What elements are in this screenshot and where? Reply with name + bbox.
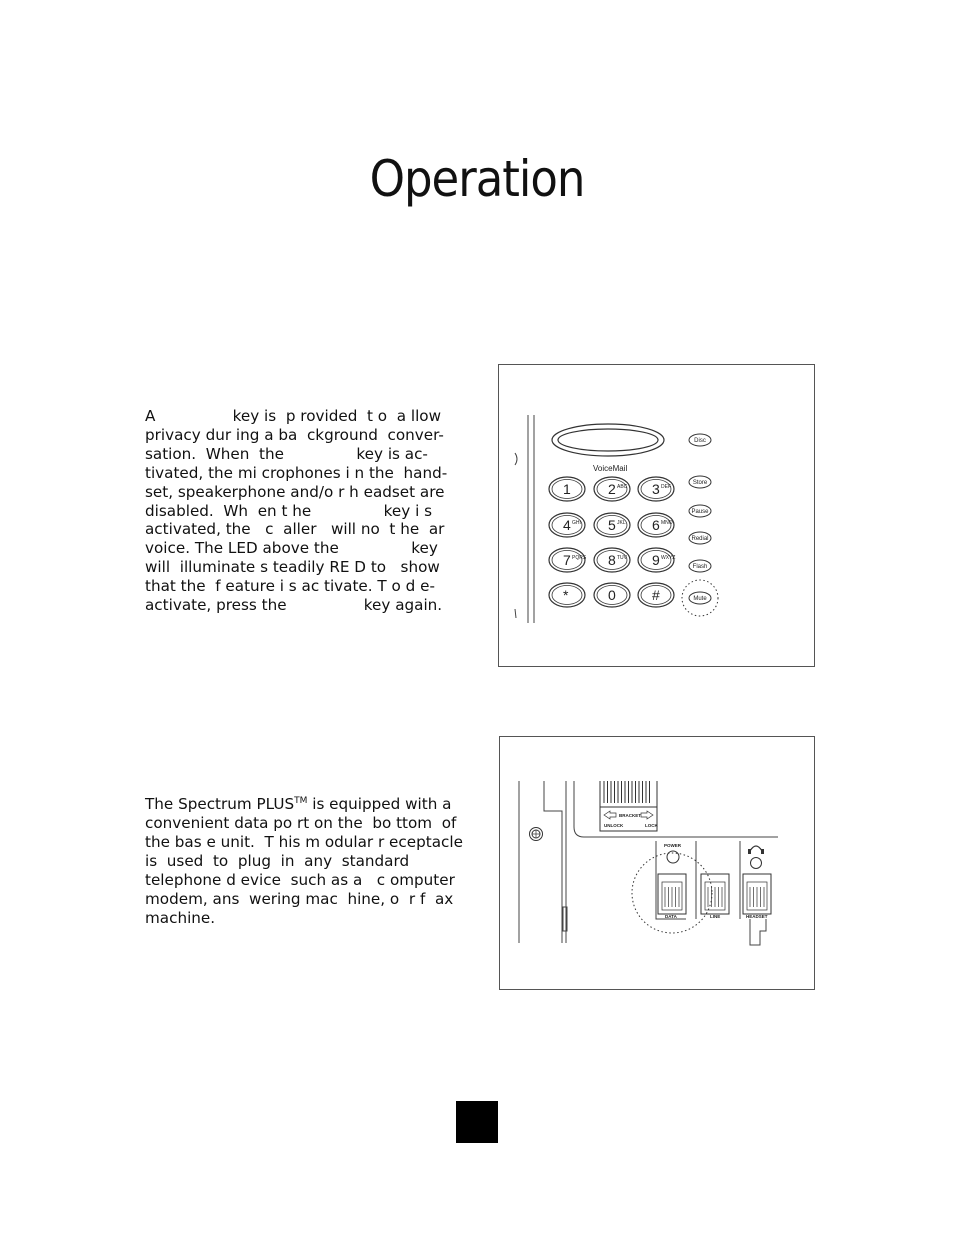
key-digit: 2 <box>608 481 616 497</box>
unlock-arrow-icon <box>604 811 616 819</box>
key-letters: JKL <box>617 520 626 526</box>
key-digit: 0 <box>608 587 616 603</box>
key-digit: 7 <box>563 552 571 568</box>
key-letters: WXYZ <box>661 555 676 561</box>
function-key-store[interactable] <box>689 476 711 488</box>
key-digit: 9 <box>652 552 660 568</box>
function-key-flash[interactable] <box>689 560 711 572</box>
data-port-figure <box>499 736 815 990</box>
key-letters: GHI <box>572 520 581 526</box>
keypad-key-pound[interactable] <box>638 583 674 607</box>
line-label: LINE <box>710 914 721 919</box>
keypad-figure <box>498 364 815 667</box>
function-key-label: Mute <box>693 596 707 602</box>
key-digit: 3 <box>652 481 660 497</box>
function-key-label: Disc <box>694 438 706 444</box>
keypad-key-5[interactable] <box>594 513 630 537</box>
keypad-illustration <box>499 365 814 666</box>
data-port-line: machine. <box>145 908 216 927</box>
keypad-key-2[interactable] <box>594 477 630 501</box>
key-letters: ABC <box>617 484 628 490</box>
power-label: POWER <box>664 843 682 848</box>
keypad-key-8[interactable] <box>594 548 630 572</box>
data-port-line: modem, ans wering mac hine, o r f ax <box>145 889 454 908</box>
lock-label: LOCK <box>645 823 658 828</box>
mute-paragraph-line: sation. When the key is ac- <box>145 444 428 463</box>
key-digit: 6 <box>652 517 660 533</box>
unlock-label: UNLOCK <box>604 823 624 828</box>
voicemail-label: VoiceMail <box>593 464 628 473</box>
keypad-key-4[interactable] <box>549 513 585 537</box>
key-digit: * <box>563 587 569 603</box>
mute-paragraph-line: A key is p rovided t o a llow <box>145 407 442 425</box>
bracket-label: BRACKET <box>619 813 641 818</box>
keypad-key-3[interactable] <box>638 477 674 501</box>
key-digit: 4 <box>563 517 571 533</box>
vent-lines <box>600 781 657 807</box>
key-letters: DEF <box>661 484 671 490</box>
data-port-line-1: The Spectrum PLUS™ is equipped with a <box>145 795 452 814</box>
key-letters: MNO <box>661 520 673 526</box>
data-port-line: telephone d evice such as a c omputer <box>145 870 455 889</box>
function-key-redial[interactable] <box>689 532 711 544</box>
lock-arrow-icon <box>641 811 653 819</box>
function-key-mute[interactable] <box>689 592 711 604</box>
keypad-key-6[interactable] <box>638 513 674 537</box>
keypad-key-0[interactable] <box>594 583 630 607</box>
mute-paragraph-line: will illuminate s teadily RE D to show <box>145 558 440 577</box>
key-digit: 1 <box>563 481 571 497</box>
headset-icon <box>750 846 762 851</box>
keypad-key-7[interactable] <box>549 548 587 572</box>
mute-paragraph-line: that the f eature i s ac tivate. T o d e- <box>145 577 435 596</box>
keypad-key-1[interactable] <box>549 477 585 501</box>
trademark: TM <box>294 796 308 806</box>
key-letters: TUV <box>617 555 627 561</box>
function-key-label: Pause <box>691 509 709 515</box>
data-port-line: convenient data po rt on the bo ttom of <box>145 813 457 832</box>
mute-paragraph-line: disabled. Wh en t he key i s <box>145 501 433 520</box>
mute-paragraph-line: set, speakerphone and/o r h eadset are <box>145 482 445 501</box>
headset-jack-icon <box>751 858 762 869</box>
mute-paragraph-line: privacy dur ing a ba ckground conver- <box>145 425 444 444</box>
function-key-disc[interactable] <box>689 434 711 446</box>
page-title: Operation <box>369 150 585 208</box>
keypad-key-9[interactable] <box>638 548 675 572</box>
headset-label: HEADSET <box>746 914 768 919</box>
data-port-line: is used to plug in any standard <box>145 851 410 870</box>
mute-paragraph-line: activated, the c aller will no t he ar <box>145 520 445 539</box>
keypad-key-star[interactable] <box>549 583 585 607</box>
data-port-paragraph <box>145 792 465 927</box>
function-key-label: Store <box>692 480 708 486</box>
page-number-block <box>456 1101 498 1143</box>
function-key-label: Redial <box>691 536 709 542</box>
mute-paragraph-line: activate, press the key again. <box>145 596 443 615</box>
key-digit: 8 <box>608 552 616 568</box>
key-letters: PQRS <box>572 555 587 561</box>
function-key-pause[interactable] <box>689 505 711 517</box>
key-digit: # <box>652 587 660 603</box>
key-digit: 5 <box>608 517 616 533</box>
mute-paragraph <box>145 407 451 615</box>
function-key-label: Flash <box>692 564 708 570</box>
data-port-illustration <box>500 737 814 989</box>
mute-paragraph-line: voice. The LED above the key <box>145 539 438 558</box>
data-port-line: the bas e unit. T his m odular r eceptacle <box>145 832 463 851</box>
data-label: DATA <box>665 914 677 919</box>
mute-paragraph-line: tivated, the mi crophones i n the hand- <box>145 463 448 482</box>
